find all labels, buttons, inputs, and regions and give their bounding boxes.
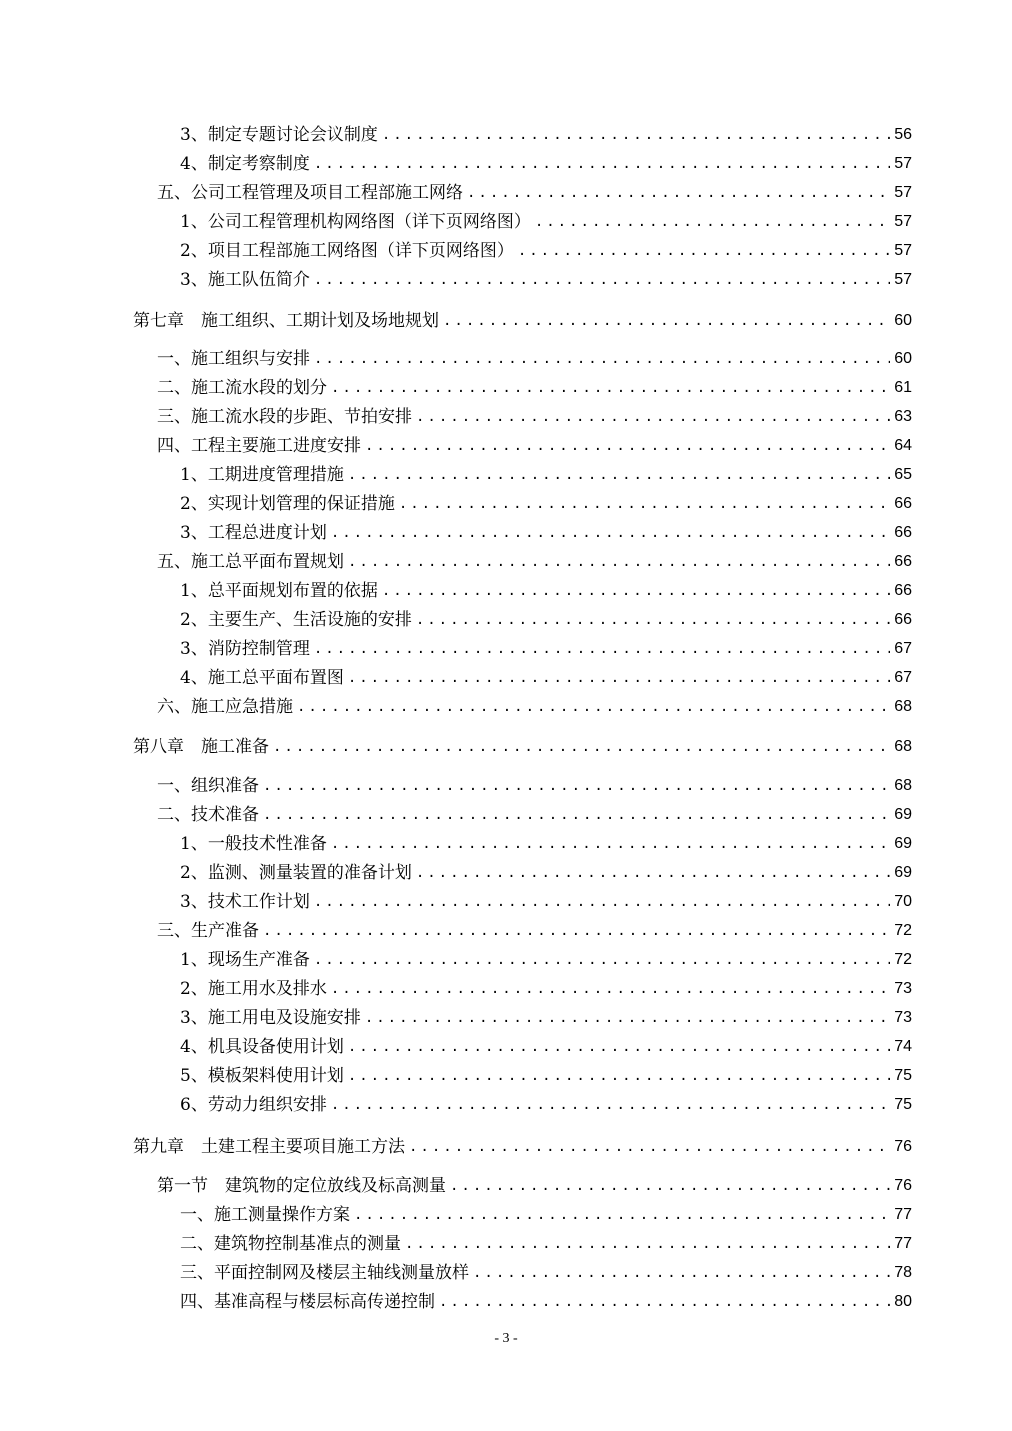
toc-entry[interactable] — [180, 945, 912, 971]
toc-entry[interactable] — [180, 1229, 912, 1255]
toc-entry-label: 3、施工队伍简介 — [180, 270, 310, 290]
toc-entry-label: 3、工程总进度计划 — [180, 523, 327, 543]
dot-leader — [331, 1096, 890, 1114]
toc-entry-label: 1、总平面规划布置的依据 — [180, 581, 378, 601]
toc-entry-page: 70 — [894, 893, 912, 910]
toc-entry-page: 66 — [894, 582, 912, 599]
toc-entry[interactable] — [180, 265, 912, 291]
toc-entry-page: 57 — [894, 271, 912, 288]
dot-leader — [314, 640, 890, 658]
dot-leader — [354, 1206, 890, 1224]
dot-leader — [263, 922, 890, 940]
toc-entry[interactable] — [180, 518, 912, 544]
toc-entry-label: 4、机具设备使用计划 — [180, 1037, 344, 1057]
toc-entry-page: 73 — [894, 980, 912, 997]
toc-entry-page: 60 — [894, 312, 912, 329]
toc-entry-label: 4、制定考察制度 — [180, 154, 310, 174]
toc-entry-page: 60 — [894, 350, 912, 367]
toc-entry-label: 2、主要生产、生活设施的安排 — [180, 610, 412, 630]
toc-entry-label: 第八章 施工准备 — [133, 737, 269, 757]
dot-leader — [348, 466, 890, 484]
toc-entry-label: 五、施工总平面布置规划 — [157, 552, 344, 572]
dot-leader — [399, 495, 890, 513]
toc-entry-label: 六、施工应急措施 — [157, 697, 293, 717]
toc-chapter[interactable] — [133, 306, 912, 332]
dot-leader — [273, 738, 890, 756]
toc-entry-page: 78 — [894, 1264, 912, 1281]
toc-entry-label: 一、施工测量操作方案 — [180, 1205, 350, 1225]
toc-entry[interactable] — [180, 1200, 912, 1226]
toc-entry[interactable] — [180, 576, 912, 602]
toc-entry[interactable] — [180, 1061, 912, 1087]
toc-entry-page: 72 — [894, 922, 912, 939]
toc-entry[interactable] — [157, 916, 912, 942]
toc-entry-label: 三、平面控制网及楼层主轴线测量放样 — [180, 1263, 469, 1283]
toc-entry[interactable] — [180, 829, 912, 855]
dot-leader — [297, 698, 890, 716]
toc-entry-page: 68 — [894, 777, 912, 794]
toc-entry-label: 3、消防控制管理 — [180, 639, 310, 659]
toc-entry-label: 二、施工流水段的划分 — [157, 378, 327, 398]
dot-leader — [314, 951, 890, 969]
toc-entry-page: 57 — [894, 155, 912, 172]
toc-entry-page: 77 — [894, 1206, 912, 1223]
toc-entry-label: 2、实现计划管理的保证措施 — [180, 494, 395, 514]
toc-entry[interactable] — [157, 547, 912, 573]
dot-leader — [409, 1138, 890, 1156]
toc-entry-label: 三、施工流水段的步距、节拍安排 — [157, 407, 412, 427]
toc-entry-page: 66 — [894, 524, 912, 541]
dot-leader — [518, 242, 890, 260]
dot-leader — [348, 669, 890, 687]
toc-entry[interactable] — [180, 1032, 912, 1058]
toc-entry-label: 4、施工总平面布置图 — [180, 668, 344, 688]
toc-entry-label: 四、工程主要施工进度安排 — [157, 436, 361, 456]
toc-entry[interactable] — [180, 236, 912, 262]
toc-entry[interactable] — [180, 1003, 912, 1029]
dot-leader — [263, 777, 890, 795]
toc-entry-page: 69 — [894, 864, 912, 881]
toc-entry[interactable] — [180, 887, 912, 913]
dot-leader — [331, 524, 890, 542]
toc-entry[interactable] — [157, 771, 912, 797]
dot-leader — [405, 1235, 890, 1253]
dot-leader — [416, 611, 890, 629]
toc-entry[interactable] — [180, 634, 912, 660]
toc-entry[interactable] — [180, 489, 912, 515]
toc-entry[interactable] — [180, 663, 912, 689]
toc-entry[interactable] — [157, 344, 912, 370]
toc-entry-label: 第一节 建筑物的定位放线及标高测量 — [157, 1176, 446, 1196]
toc-entry-page: 57 — [894, 184, 912, 201]
dot-leader — [314, 155, 890, 173]
dot-leader — [331, 379, 890, 397]
toc-entry[interactable] — [180, 1287, 912, 1313]
toc-entry[interactable] — [157, 402, 912, 428]
toc-entry-label: 3、技术工作计划 — [180, 892, 310, 912]
dot-leader — [348, 553, 890, 571]
toc-entry-page: 66 — [894, 611, 912, 628]
toc-entry-label: 第七章 施工组织、工期计划及场地规划 — [133, 311, 439, 331]
dot-leader — [314, 350, 890, 368]
dot-leader — [382, 126, 890, 144]
toc-entry[interactable] — [180, 1090, 912, 1116]
toc-entry[interactable] — [157, 373, 912, 399]
toc-entry-page: 63 — [894, 408, 912, 425]
toc-entry-label: 四、基准高程与楼层标高传递控制 — [180, 1292, 435, 1312]
toc-entry-label: 3、制定专题讨论会议制度 — [180, 125, 378, 145]
dot-leader — [365, 1009, 890, 1027]
toc-entry-page: 67 — [894, 640, 912, 657]
toc-entry-page: 67 — [894, 669, 912, 686]
dot-leader — [331, 980, 890, 998]
dot-leader — [331, 835, 890, 853]
toc-section[interactable] — [157, 1171, 912, 1197]
toc-entry[interactable] — [180, 605, 912, 631]
toc-entry-page: 75 — [894, 1096, 912, 1113]
dot-leader — [348, 1067, 890, 1085]
dot-leader — [450, 1177, 890, 1195]
toc-entry[interactable] — [180, 1258, 912, 1284]
toc-entry-label: 一、施工组织与安排 — [157, 349, 310, 369]
toc-entry-page: 56 — [894, 126, 912, 143]
dot-leader — [473, 1264, 890, 1282]
toc-entry-label: 6、劳动力组织安排 — [180, 1095, 327, 1115]
dot-leader — [382, 582, 890, 600]
toc-entry-page: 65 — [894, 466, 912, 483]
toc-entry-page: 75 — [894, 1067, 912, 1084]
toc-entry-page: 57 — [894, 242, 912, 259]
dot-leader — [439, 1293, 890, 1311]
dot-leader — [443, 312, 890, 330]
toc-entry[interactable] — [157, 800, 912, 826]
toc-entry-label: 1、一般技术性准备 — [180, 834, 327, 854]
toc-entry-page: 57 — [894, 213, 912, 230]
toc-entry-label: 1、现场生产准备 — [180, 950, 310, 970]
toc-entry[interactable] — [157, 431, 912, 457]
dot-leader — [416, 864, 890, 882]
dot-leader — [416, 408, 890, 426]
toc-entry-page: 68 — [894, 698, 912, 715]
toc-entry-label: 1、公司工程管理机构网络图（详下页网络图） — [180, 212, 531, 232]
dot-leader — [314, 893, 890, 911]
toc-entry[interactable] — [157, 692, 912, 718]
toc-entry[interactable] — [180, 974, 912, 1000]
dot-leader — [263, 806, 890, 824]
dot-leader — [365, 437, 890, 455]
toc-entry-label: 2、施工用水及排水 — [180, 979, 327, 999]
toc-entry-page: 72 — [894, 951, 912, 968]
toc-entry-label: 3、施工用电及设施安排 — [180, 1008, 361, 1028]
toc-entry-page: 66 — [894, 495, 912, 512]
dot-leader — [348, 1038, 890, 1056]
toc-entry-label: 一、组织准备 — [157, 776, 259, 796]
toc-entry-page: 73 — [894, 1009, 912, 1026]
toc-entry-page: 68 — [894, 738, 912, 755]
dot-leader — [467, 184, 890, 202]
toc-entry[interactable] — [180, 207, 912, 233]
toc-entry-page: 76 — [894, 1138, 912, 1155]
toc-entry-label: 二、建筑物控制基准点的测量 — [180, 1234, 401, 1254]
toc-entry-page: 64 — [894, 437, 912, 454]
toc-entry-label: 五、公司工程管理及项目工程部施工网络 — [157, 183, 463, 203]
toc-entry-page: 61 — [894, 379, 912, 396]
toc-entry-label: 5、模板架料使用计划 — [180, 1066, 344, 1086]
toc-entry-label: 三、生产准备 — [157, 921, 259, 941]
toc-entry[interactable] — [180, 149, 912, 175]
toc-entry-label: 二、技术准备 — [157, 805, 259, 825]
toc-chapter[interactable] — [133, 732, 912, 758]
toc-entry-page: 74 — [894, 1038, 912, 1055]
toc-entry[interactable] — [180, 858, 912, 884]
toc-entry-page: 69 — [894, 835, 912, 852]
toc-chapter[interactable] — [133, 1132, 912, 1158]
page-number: - 3 - — [494, 1331, 518, 1346]
toc-entry[interactable] — [157, 178, 912, 204]
toc-entry-page: 77 — [894, 1235, 912, 1252]
toc-entry-label: 1、工期进度管理措施 — [180, 465, 344, 485]
toc-entry-page: 69 — [894, 806, 912, 823]
toc-entry-page: 80 — [894, 1293, 912, 1310]
dot-leader — [314, 271, 890, 289]
toc-entry-label: 2、项目工程部施工网络图（详下页网络图） — [180, 241, 514, 261]
toc-entry-label: 第九章 土建工程主要项目施工方法 — [133, 1137, 405, 1157]
toc-entry-label: 2、监测、测量装置的准备计划 — [180, 863, 412, 883]
dot-leader — [535, 213, 890, 231]
toc-entry[interactable] — [180, 460, 912, 486]
toc-entry[interactable] — [180, 120, 912, 146]
toc-entry-page: 66 — [894, 553, 912, 570]
toc-entry-page: 76 — [894, 1177, 912, 1194]
